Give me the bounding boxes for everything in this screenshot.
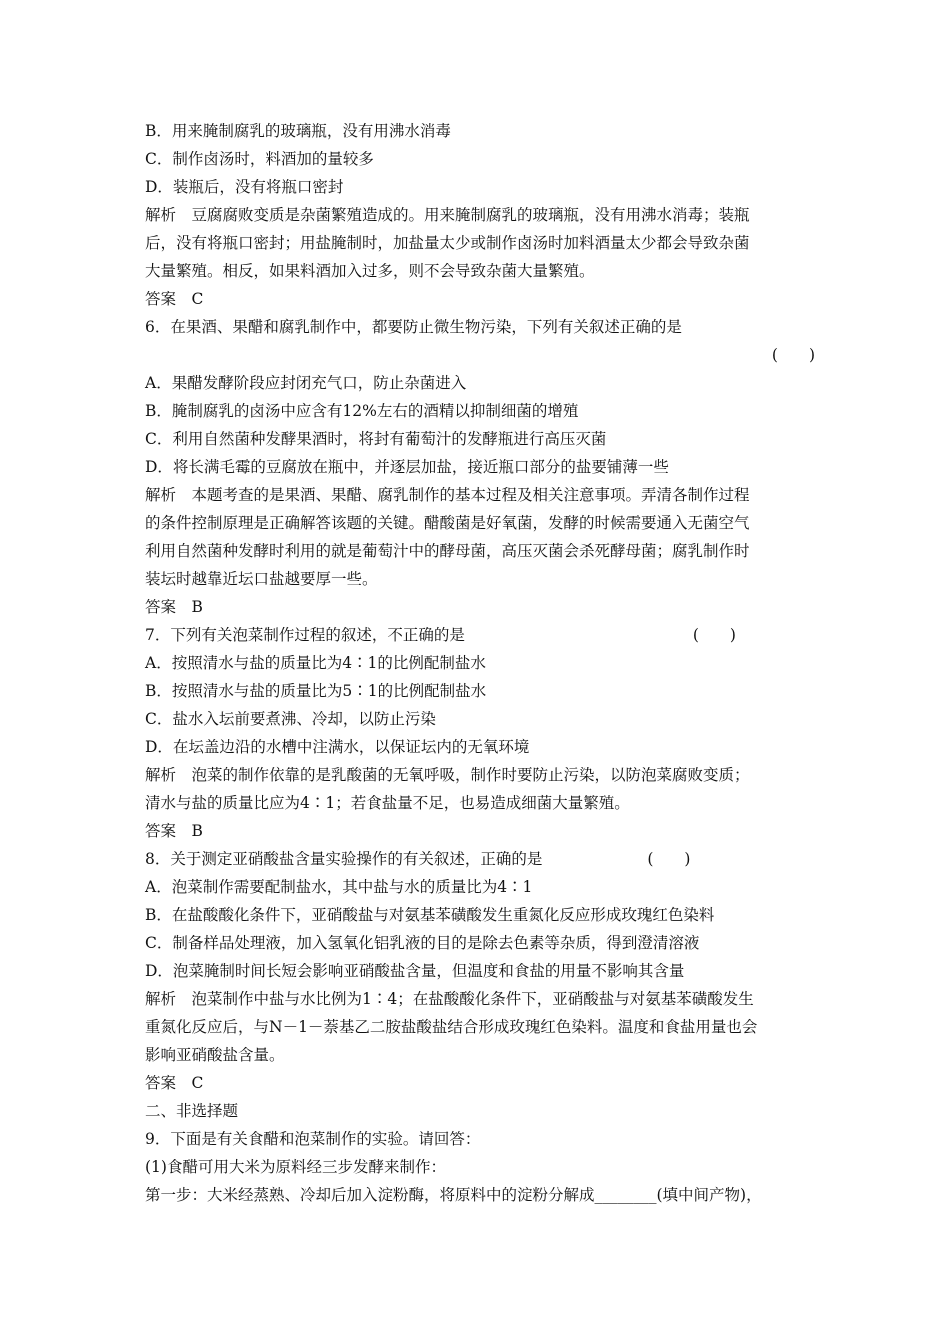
q7-analysis-line-1: 解析 泡菜的制作依靠的是乳酸菌的无氧呼吸，制作时要防止污染，以防泡菜腐败变质； [145, 766, 750, 784]
q6-analysis-line-4: 装坛时越靠近坛口盐越要厚一些。 [145, 570, 378, 588]
q6-option-a: A．果醋发酵阶段应封闭充气口，防止杂菌进入 [145, 374, 467, 392]
q5-analysis-line-3: 大量繁殖。相反，如果料酒加入过多，则不会导致杂菌大量繁殖。 [145, 262, 595, 280]
q8-option-c: C．制备样品处理液，加入氢氧化铝乳液的目的是除去色素等杂质，得到澄清溶液 [145, 934, 700, 952]
q5-option-c: C．制作卤汤时，料酒加的量较多 [145, 150, 374, 168]
q7-analysis-line-2: 清水与盐的质量比应为4∶1；若食盐量不足，也易造成细菌大量繁殖。 [145, 794, 630, 812]
q7-option-c: C．盐水入坛前要煮沸、冷却，以防止污染 [145, 710, 436, 728]
q7-stem-row [145, 621, 815, 649]
section-heading: 二、非选择题 [145, 1102, 239, 1120]
q5-analysis-line-2: 后，没有将瓶口密封；用盐腌制时，加盐量太少或制作卤汤时加料酒量太少都会导致杂菌 [145, 234, 750, 252]
q7-option-a: A．按照清水与盐的质量比为4∶1的比例配制盐水 [145, 654, 486, 672]
q7-stem: 7．下列有关泡菜制作过程的叙述，不正确的是 [145, 626, 465, 644]
q7-answer: 答案 B [145, 822, 203, 840]
q5-option-b: B．用来腌制腐乳的玻璃瓶，没有用沸水消毒 [145, 122, 451, 140]
q6-analysis-line-1: 解析 本题考查的是果酒、果醋、腐乳制作的基本过程及相关注意事项。弄清各制作过程 [145, 486, 750, 504]
q8-analysis-line-1: 解析 泡菜制作中盐与水比例为1∶4；在盐酸酸化条件下，亚硝酸盐与对氨基苯磺酸发生 [145, 990, 754, 1008]
q5-answer: 答案 C [145, 290, 204, 308]
q8-stem: 8．关于测定亚硝酸盐含量实验操作的有关叙述，正确的是 [145, 850, 543, 868]
q6-analysis-line-2: 的条件控制原理是正确解答该题的关键。醋酸菌是好氧菌，发酵的时候需要通入无菌空气 [145, 514, 750, 532]
q6-option-d: D．将长满毛霉的豆腐放在瓶中，并逐层加盐，接近瓶口部分的盐要铺薄一些 [145, 458, 669, 476]
q8-option-d: D．泡菜腌制时间长短会影响亚硝酸盐含量，但温度和食盐的用量不影响其含量 [145, 962, 685, 980]
q7-option-d: D．在坛盖边沿的水槽中注满水，以保证坛内的无氧环境 [145, 738, 530, 756]
q8-answer-bracket: ( ) [647, 850, 691, 868]
q7-answer-bracket: ( ) [692, 626, 736, 644]
q6-option-c: C．利用自然菌种发酵果酒时，将封有葡萄汁的发酵瓶进行高压灭菌 [145, 430, 607, 448]
q8-option-b: B．在盐酸酸化条件下，亚硝酸盐与对氨基苯磺酸发生重氮化反应形成玫瑰红色染料 [145, 906, 715, 924]
q5-analysis-line-1: 解析 豆腐腐败变质是杂菌繁殖造成的。用来腌制腐乳的玻璃瓶，没有用沸水消毒；装瓶 [145, 206, 750, 224]
q8-analysis-line-3: 影响亚硝酸盐含量。 [145, 1046, 285, 1064]
q8-answer: 答案 C [145, 1074, 204, 1092]
q9-stem: 9．下面是有关食醋和泡菜制作的实验。请回答： [145, 1130, 481, 1148]
q8-option-a: A．泡菜制作需要配制盐水，其中盐与水的质量比为4∶1 [145, 878, 533, 896]
document-content [145, 117, 815, 1209]
q5-option-d: D．装瓶后，没有将瓶口密封 [145, 178, 344, 196]
q7-option-b: B．按照清水与盐的质量比为5∶1的比例配制盐水 [145, 682, 487, 700]
q6-answer-bracket: ( ) [771, 346, 815, 364]
q9-step-1: 第一步：大米经蒸熟、冷却后加入淀粉酶，将原料中的淀粉分解成________(填中间产物)， [145, 1186, 762, 1204]
q6-analysis-line-3: 利用自然菌种发酵时利用的就是葡萄汁中的酵母菌，高压灭菌会杀死酵母菌；腐乳制作时 [145, 542, 750, 560]
q6-option-b: B．腌制腐乳的卤汤中应含有12%左右的酒精以抑制细菌的增殖 [145, 402, 579, 420]
q8-analysis-line-2: 重氮化反应后，与N－1－萘基乙二胺盐酸盐结合形成玫瑰红色染料。温度和食盐用量也会 [145, 1018, 758, 1036]
q8-stem-row [145, 845, 815, 873]
q9-sub-question-1: (1)食醋可用大米为原料经三步发酵来制作： [145, 1158, 446, 1176]
q6-stem: 6．在果酒、果醋和腐乳制作中，都要防止微生物污染，下列有关叙述正确的是 [145, 318, 682, 336]
q6-answer: 答案 B [145, 598, 203, 616]
